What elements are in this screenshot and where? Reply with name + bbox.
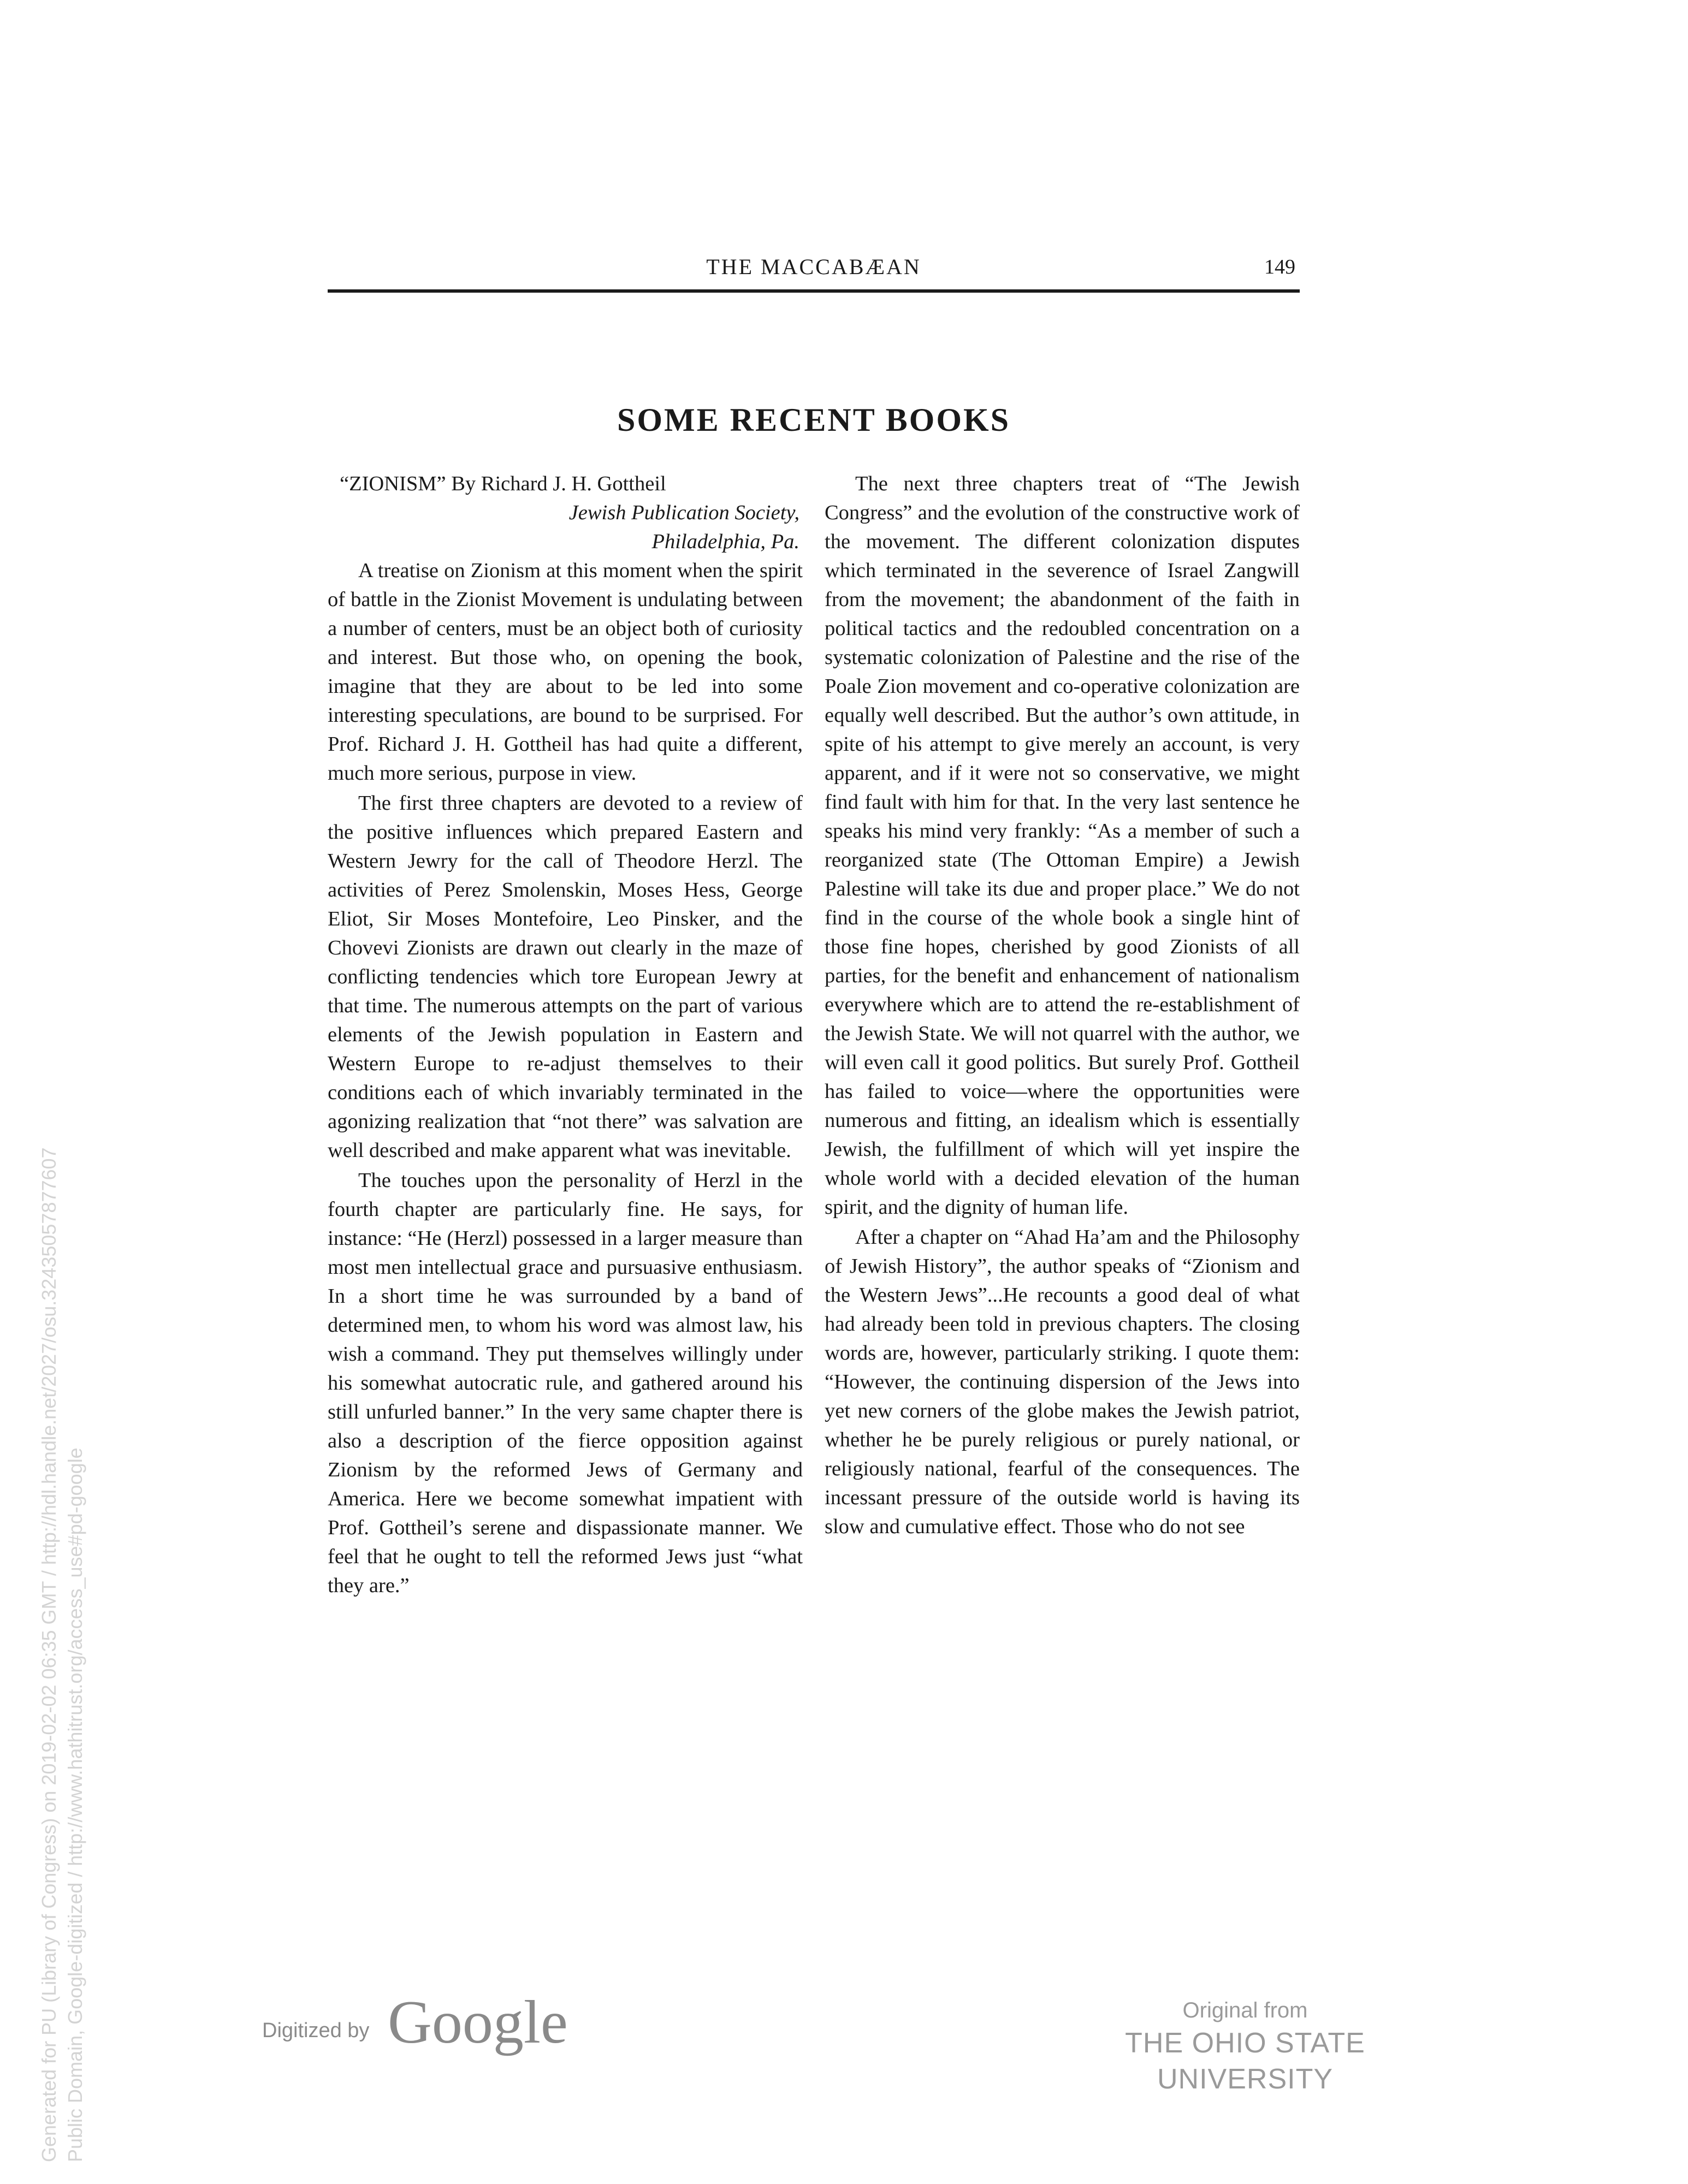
google-logo: Google xyxy=(388,1989,568,2056)
watermark-line: Generated for PU (Library of Congress) on 2019-02-02 06:35 GMT / http://hdl.handle.net/2027/osu.32435057877607 xyxy=(38,1147,60,2162)
watermark-line: Public Domain, Google-digitized / http://www.hathitrust.org/access_use#pd-google xyxy=(64,1447,86,2162)
header-rule xyxy=(328,289,1300,293)
digitized-by-label: Digitized by xyxy=(262,2019,370,2042)
article-title: SOME RECENT BOOKS xyxy=(617,402,1011,438)
institution-name: THE OHIO STATE UNIVERSITY xyxy=(1125,2027,1365,2095)
page-number: 149 xyxy=(1264,256,1295,278)
book-title-author: “ZIONISM” By Richard J. H. Gottheil xyxy=(340,472,666,495)
book-citation xyxy=(328,470,803,556)
hathitrust-watermark xyxy=(36,1147,88,2162)
original-from-label: Original from xyxy=(1182,1998,1308,2022)
running-title: THE MACCABÆAN xyxy=(706,254,921,279)
paragraph: After a chapter on “Ahad Ha’am and the Philosophy of Jewish History”, the author speaks of “Zionism and the Western Jews”...He recounts a good deal of what had already been told in previous chapters. The closing words are, however, particularly striking. I quote them: “However, the continuing dispersion of the Jews into yet new corners of the globe makes the Jewish patriot, whether he be purely religious or purely national, or religiously national, fearful of the consequences. The incessant pressure of the outside world is having its slow and cumulative effect. Those who do not see xyxy=(825,1226,1300,1538)
publisher-place: Philadelphia, Pa. xyxy=(651,530,799,553)
running-head xyxy=(328,254,1300,288)
publisher: Jewish Publication Society, xyxy=(568,501,799,524)
paragraph: A treatise on Zionism at this moment when the spirit of battle in the Zionist Movement is undulating between a number of centers, must be an object both of curiosity and interest. But those who, on opening the book, imagine that they are about to be led into some interesting speculations, are bound to be surprised. For Prof. Richard J. H. Gottheil has had quite a different, much more serious, purpose in view. xyxy=(328,559,803,785)
paragraph: The next three chapters treat of “The Jewish Congress” and the evolution of the constructive work of the movement. The different colonization disputes which terminated in the severence of Israel Zangwill from the movement; the abandonment of the faith in political tactics and the redoubled concentration on a systematic colonization of Palestine and the rise of the Poale Zion movement and co-operative colonization are equally well described. But the author’s own attitude, in spite of his attempt to give merely an account, is very apparent, and if it were not so conservative, we might find fault with him for that. In the very last sentence he speaks his mind very frankly: “As a member of such a reorganized state (The Ottoman Empire) a Jewish Palestine will take its due and proper place.” We do not find in the course of the whole book a single hint of those fine hopes, cherished by good Zionists of all parties, for the benefit and enhancement of nationalism everywhere which are to attend the re-establishment of the Jewish State. We will not quarrel with the author, we will even call it good politics. But surely Prof. Gottheil has failed to voice—where the opportunities were numerous and fitting, an idealism which is essentially Jewish, the fulfillment of which will yet inspire the whole world with a decided elevation of the human spirit, and the dignity of human life. xyxy=(825,472,1300,1219)
original-source xyxy=(1049,1996,1442,2097)
paragraph: The first three chapters are devoted to a review of the positive influences which prepared Eastern and Western Jewry for the call of Theodore Herzl. The activities of Perez Smolenskin, Moses Hess, George Eliot, Sir Moses Montefoire, Leo Pinsker, and the Chovevi Zionists are drawn out clearly in the maze of conflicting tendencies which tore European Jewry at that time. The numerous attempts on the part of various elements of the Jewish population in Eastern and Western Europe to re-adjust themselves to their conditions each of which invariably terminated in the agonizing realization that “not there” was salvation are well described and make apparent what was inevitable. xyxy=(328,792,803,1162)
paragraph: The touches upon the personality of Herzl in the fourth chapter are particularly fine. He says, for instance: “He (Herzl) possessed in a larger measure than most men intellectual grace and pursuasive enthusiasm. In a short time he was surrounded by a band of determined men, to whom his word was almost law, his wish a command. They put themselves willingly under his somewhat autocratic rule, and gathered around his still unfurled banner.” In the very same chapter there is also a description of the fierce opposition against Zionism by the reformed Jews of Germany and America. Here we become somewhat impatient with Prof. Gottheil’s serene and dispassionate manner. We feel that he ought to tell the reformed Jews just “what they are.” xyxy=(328,1169,803,1597)
left-column xyxy=(328,470,803,1600)
right-column xyxy=(825,470,1300,1541)
